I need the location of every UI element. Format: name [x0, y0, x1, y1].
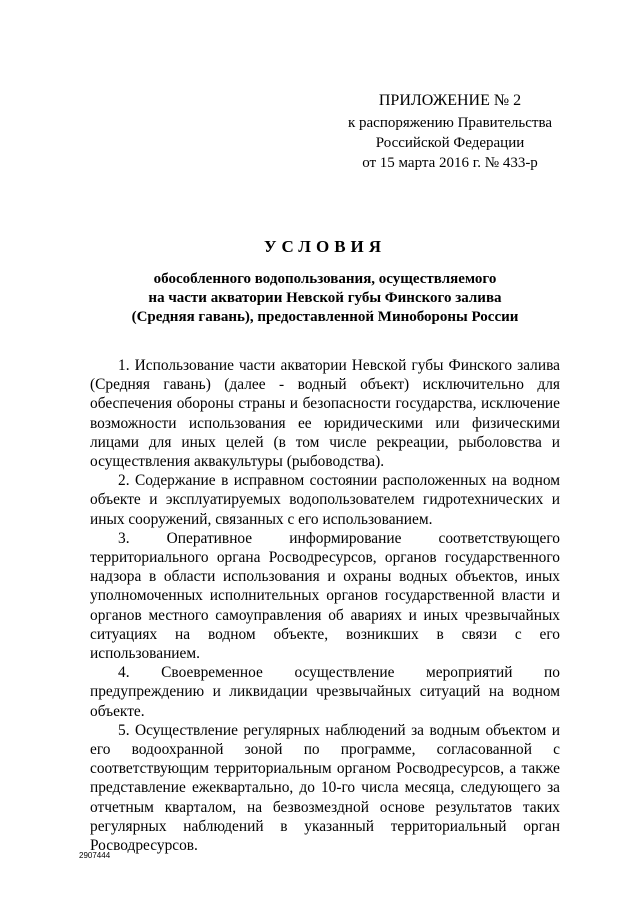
annex-line-federation: Российской Федерации [375, 135, 525, 151]
annex-title: ПРИЛОЖЕНИЕ № 2 [378, 92, 522, 109]
annex-line-decree: к распоряжению Правительства [347, 115, 552, 131]
paragraph-1: 1. Использование части акватории Невской губы Финского залива (Средняя гавань) (далее - водный объект) исключительно для обеспечения обороны страны и безопасности государства, исключение возможности использования ее юридическими или физическими лицами для иных целей (в том числе рекреации, рыболовства и осуществления аквакультуры (рыбоводства). [90, 357, 560, 471]
paragraph-5: 5. Осуществление регулярных наблюдений за водным объектом и его водоохранной зоной по программе, согласованной с соответствующим территориальным органом Росводресурсов, а также представление ежеквартально, до 10-го числа месяца, следующего за отчетным кварталом, на безвозмездной основе результатов таких регулярных наблюдений в указанный территориальный орган Росводресурсов. [90, 721, 560, 855]
footer-doc-number: 2907444 [79, 851, 111, 860]
document-subtitle-line-3: (Средняя гавань), предоставленной Минобороны России [131, 309, 519, 325]
document-body [90, 356, 560, 855]
document-subtitle-line-2: на части акватории Невской губы Финского залива [148, 290, 502, 306]
paragraph-2: 2. Содержание в исправном состоянии расположенных на водном объекте и эксплуатируемых водопользователем гидротехнических и иных сооружений, связанных с его использованием. [90, 472, 560, 528]
paragraph-3: 3. Оперативное информирование соответствующего территориального органа Росводресурсов, органов государственного надзора в области использования и охраны водных объектов, иных уполномоченных исполнительных органов государственной власти и органов местного самоуправления об авариях и иных чрезвычайных ситуациях на водном объекте, возникших в связи с его использованием. [90, 529, 560, 663]
paragraph-4: 4. Своевременное осуществление мероприятий по предупреждению и ликвидации чрезвычайных ситуаций на водном объекте. [90, 664, 560, 720]
document-subtitle-line-1: обособленного водопользования, осуществляемого [153, 271, 497, 287]
annex-block [330, 90, 570, 173]
document-title: УСЛОВИЯ [263, 237, 387, 256]
annex-line-date: от 15 марта 2016 г. № 433-р [362, 155, 538, 171]
document-heading [60, 236, 590, 327]
